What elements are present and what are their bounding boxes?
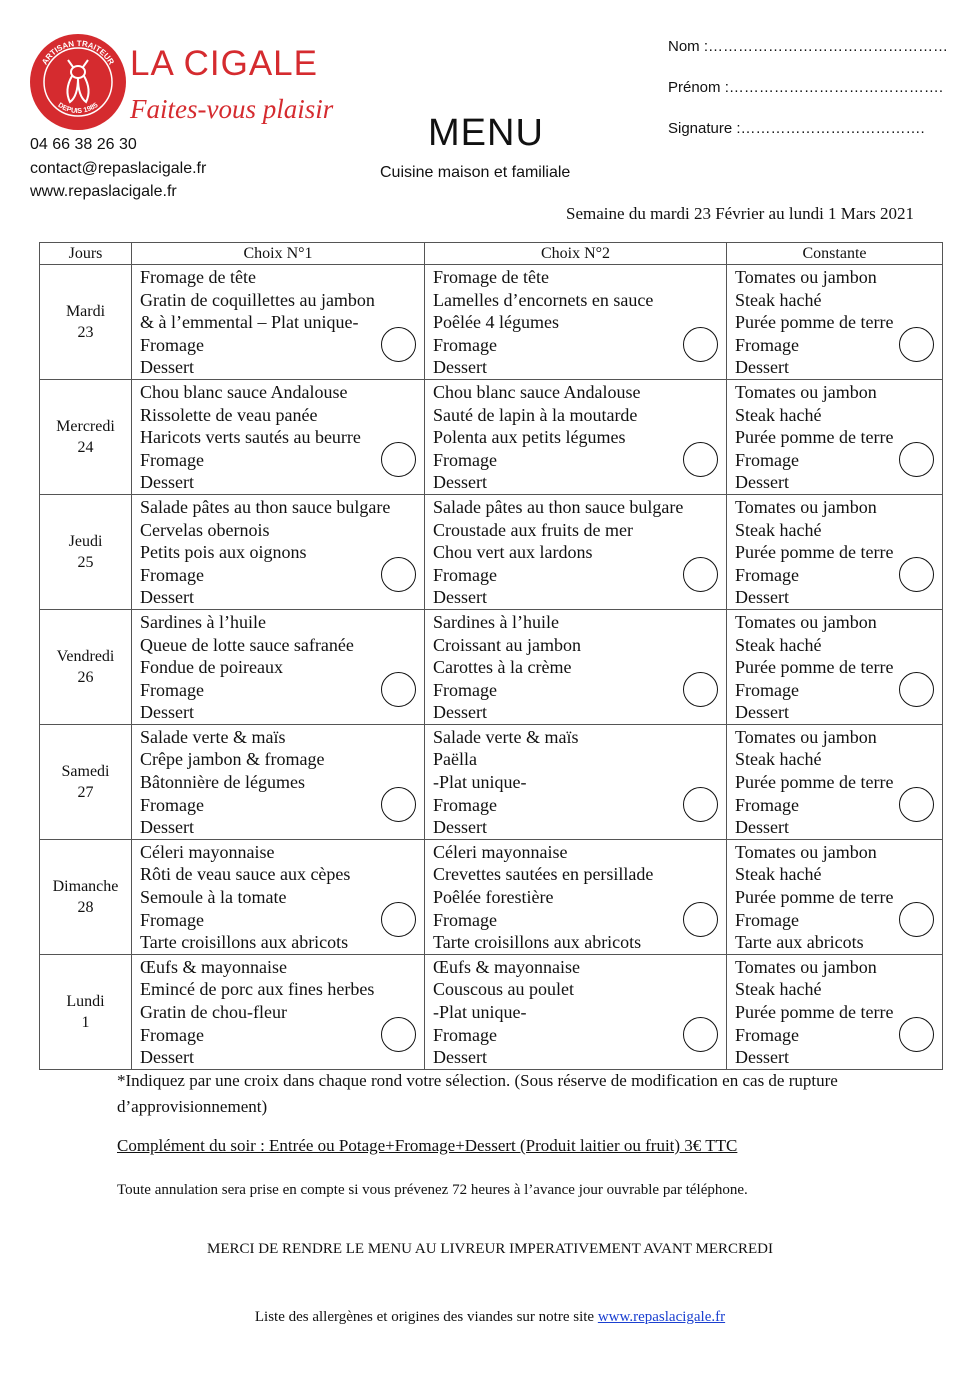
choice-1-cell bbox=[132, 265, 425, 380]
week-range: Semaine du mardi 23 Février au lundi 1 Mars 2021 bbox=[566, 204, 914, 223]
header-constante: Constante bbox=[727, 243, 943, 265]
menu-item: Fromage de tête bbox=[140, 267, 256, 287]
menu-item: Queue de lotte sauce safranée bbox=[140, 634, 354, 655]
day-cell bbox=[40, 494, 132, 609]
menu-item: Fromage bbox=[140, 1024, 204, 1045]
menu-item: Tomates ou jambon bbox=[735, 726, 877, 747]
menu-item: Fromage bbox=[735, 449, 799, 470]
menu-item: Steak haché bbox=[735, 979, 822, 1000]
selection-circle[interactable] bbox=[899, 442, 934, 477]
selection-circle[interactable] bbox=[683, 1017, 718, 1052]
footer-text: Liste des allergènes et origines des viandes sur notre site bbox=[254, 1309, 598, 1325]
menu-item: Céleri mayonnaise bbox=[140, 841, 275, 862]
selection-circle[interactable] bbox=[683, 672, 718, 707]
choice-3-cell bbox=[727, 724, 943, 839]
menu-item: Salade pâtes au thon sauce bulgare bbox=[140, 496, 391, 517]
menu-item: Fromage bbox=[433, 1024, 497, 1045]
choice-1-cell bbox=[132, 379, 425, 494]
menu-item: Fromage bbox=[140, 334, 204, 355]
menu-item: Poêlée forestière bbox=[433, 887, 554, 908]
menu-item: Dessert bbox=[140, 702, 194, 723]
menu-item: Tomates ou jambon bbox=[735, 496, 877, 517]
menu-item: -Plat unique- bbox=[433, 1002, 527, 1022]
menu-item: Fromage bbox=[433, 449, 497, 470]
menu-item: Sauté de lapin à la moutarde bbox=[433, 404, 638, 425]
menu-item: Tarte aux abricots bbox=[735, 932, 864, 953]
day-name: Samedi bbox=[61, 762, 110, 780]
menu-item: Sardines à l’huile bbox=[140, 611, 266, 632]
choice-2-cell bbox=[425, 494, 727, 609]
menu-item: Fromage bbox=[433, 909, 497, 930]
nom-field[interactable]: Nom :………………………………………… bbox=[668, 38, 949, 55]
table-header-row bbox=[40, 243, 943, 265]
menu-item: -Plat unique- bbox=[433, 772, 527, 793]
day-name: Vendredi bbox=[56, 647, 115, 665]
menu-item: Dessert bbox=[433, 472, 487, 493]
selection-circle[interactable] bbox=[381, 557, 416, 592]
menu-item: Gratin de chou-fleur bbox=[140, 1002, 287, 1022]
menu-item: Fromage bbox=[735, 794, 799, 815]
prenom-field[interactable]: Prénom :……………………………………. bbox=[668, 79, 944, 96]
menu-item: Fromage bbox=[735, 564, 799, 585]
menu-item: Croustade aux fruits de mer bbox=[433, 519, 633, 540]
menu-item: Fromage bbox=[735, 334, 799, 355]
menu-item: Emincé de porc aux fines herbes bbox=[140, 979, 375, 1000]
menu-item: Purée pomme de terre bbox=[735, 772, 894, 793]
day-cell bbox=[40, 265, 132, 380]
choice-3-cell bbox=[727, 839, 943, 954]
la-cigale-logo bbox=[28, 32, 128, 132]
menu-item: Sardines à l’huile bbox=[433, 611, 559, 632]
day-date: 26 bbox=[77, 668, 94, 686]
day-name: Mardi bbox=[65, 302, 106, 320]
menu-item: & à l’emmental – Plat unique- bbox=[140, 312, 359, 333]
choice-1-cell bbox=[132, 724, 425, 839]
menu-item: Céleri mayonnaise bbox=[433, 841, 568, 862]
selection-circle[interactable] bbox=[381, 787, 416, 822]
menu-item: Bâtonnière de légumes bbox=[140, 772, 305, 793]
brand-name: LA CIGALE bbox=[130, 44, 318, 83]
menu-item: Fromage bbox=[433, 564, 497, 585]
menu-item: Chou blanc sauce Andalouse bbox=[140, 381, 348, 402]
menu-item: Purée pomme de terre bbox=[735, 312, 894, 333]
footer-link[interactable]: www.repaslacigale.fr bbox=[597, 1309, 726, 1325]
menu-item: Fromage bbox=[735, 1024, 799, 1045]
menu-item: Tomates ou jambon bbox=[735, 381, 877, 402]
selection-circle[interactable] bbox=[683, 442, 718, 477]
menu-item: Dessert bbox=[433, 587, 487, 608]
selection-circle[interactable] bbox=[899, 1017, 934, 1052]
menu-item: Dessert bbox=[735, 587, 789, 608]
brand-tagline: Faites-vous plaisir bbox=[130, 94, 334, 124]
menu-item: Dessert bbox=[140, 472, 194, 493]
website-address: www.repaslacigale.fr bbox=[30, 183, 177, 200]
menu-item: Fondue de poireaux bbox=[140, 657, 283, 678]
choice-2-cell bbox=[425, 839, 727, 954]
menu-item: Rôti de veau sauce aux cèpes bbox=[140, 864, 351, 885]
day-date: 1 bbox=[81, 1013, 90, 1031]
menu-item: Fromage bbox=[433, 794, 497, 815]
menu-item: Dessert bbox=[140, 357, 194, 378]
menu-item: Purée pomme de terre bbox=[735, 1002, 894, 1022]
menu-item: Gratin de coquillettes au jambon bbox=[140, 289, 375, 310]
menu-item: Tomates ou jambon bbox=[735, 267, 877, 287]
table-row bbox=[40, 265, 943, 380]
menu-item: Dessert bbox=[735, 472, 789, 493]
choice-1-cell bbox=[132, 954, 425, 1069]
day-date: 25 bbox=[77, 553, 94, 571]
choice-2-cell bbox=[425, 724, 727, 839]
menu-item: Fromage bbox=[735, 679, 799, 700]
day-date: 27 bbox=[77, 783, 94, 801]
choice-3-cell bbox=[727, 379, 943, 494]
table-row bbox=[40, 724, 943, 839]
menu-item: Fromage bbox=[433, 334, 497, 355]
selection-circle[interactable] bbox=[381, 902, 416, 937]
page-title: MENU bbox=[428, 112, 544, 154]
choice-2-cell bbox=[425, 609, 727, 724]
menu-item: Poêlée 4 légumes bbox=[433, 312, 559, 333]
menu-item: Purée pomme de terre bbox=[735, 542, 894, 563]
menu-item: Crêpe jambon & fromage bbox=[140, 749, 325, 770]
menu-item: Dessert bbox=[140, 1047, 194, 1068]
selection-circle[interactable] bbox=[899, 902, 934, 937]
choice-2-cell bbox=[425, 954, 727, 1069]
menu-item: Haricots verts sautés au beurre bbox=[140, 427, 361, 448]
day-name: Lundi bbox=[66, 992, 105, 1010]
menu-item: Lamelles d’encornets en sauce bbox=[433, 289, 654, 310]
menu-item: Cervelas obernois bbox=[140, 519, 270, 540]
table-row bbox=[40, 379, 943, 494]
day-cell bbox=[40, 954, 132, 1069]
menu-item: Steak haché bbox=[735, 519, 822, 540]
selection-circle[interactable] bbox=[683, 557, 718, 592]
menu-item: Polenta aux petits légumes bbox=[433, 427, 626, 448]
day-date: 24 bbox=[77, 438, 94, 456]
selection-note: *Indiquez par une croix dans chaque rond votre sélection. (Sous réserve de modification en cas de rupture d’approvisionnement) bbox=[117, 1071, 838, 1116]
footer-note bbox=[0, 1309, 980, 1326]
header-choix-1: Choix N°1 bbox=[132, 243, 425, 265]
menu-item: Œufs & mayonnaise bbox=[433, 956, 580, 977]
menu-item: Tarte croisillons aux abricots bbox=[140, 932, 349, 953]
menu-table bbox=[39, 242, 943, 1070]
menu-item: Chou blanc sauce Andalouse bbox=[433, 381, 641, 402]
menu-item: Paëlla bbox=[433, 749, 477, 770]
signature-field[interactable]: Signature :………………………………. bbox=[668, 120, 925, 137]
selection-circle[interactable] bbox=[899, 672, 934, 707]
menu-item: Crevettes sautées en persillade bbox=[433, 864, 654, 885]
menu-item: Œufs & mayonnaise bbox=[140, 956, 287, 977]
menu-item: Dessert bbox=[140, 817, 194, 838]
menu-item: Dessert bbox=[433, 357, 487, 378]
menu-item: Steak haché bbox=[735, 749, 822, 770]
return-instruction: MERCI DE RENDRE LE MENU AU LIVREUR IMPERATIVEMENT AVANT MERCREDI bbox=[207, 1241, 773, 1257]
selection-circle[interactable] bbox=[899, 557, 934, 592]
day-cell bbox=[40, 609, 132, 724]
menu-item: Fromage de tête bbox=[433, 267, 549, 287]
logo-ring-bottom-text: DEPUIS 1985 bbox=[56, 101, 100, 116]
menu-item: Tarte croisillons aux abricots bbox=[433, 932, 642, 953]
choice-1-cell bbox=[132, 494, 425, 609]
selection-circle[interactable] bbox=[683, 327, 718, 362]
logo-ring-top-text: ARTISAN TRAITEUR bbox=[40, 38, 116, 67]
menu-item: Salade verte & maïs bbox=[433, 726, 579, 747]
menu-item: Purée pomme de terre bbox=[735, 887, 894, 908]
choice-2-cell bbox=[425, 265, 727, 380]
menu-item: Steak haché bbox=[735, 289, 822, 310]
day-name: Mercredi bbox=[56, 417, 115, 435]
menu-item: Fromage bbox=[140, 449, 204, 470]
menu-item: Fromage bbox=[140, 679, 204, 700]
menu-item: Dessert bbox=[735, 357, 789, 378]
menu-item: Dessert bbox=[140, 587, 194, 608]
menu-item: Steak haché bbox=[735, 404, 822, 425]
menu-item: Semoule à la tomate bbox=[140, 887, 287, 908]
phone-number: 04 66 38 26 30 bbox=[30, 136, 137, 153]
menu-item: Tomates ou jambon bbox=[735, 956, 877, 977]
menu-item: Salade verte & maïs bbox=[140, 726, 286, 747]
menu-item: Dessert bbox=[735, 817, 789, 838]
menu-item: Dessert bbox=[433, 702, 487, 723]
choice-1-cell bbox=[132, 609, 425, 724]
menu-item: Dessert bbox=[433, 817, 487, 838]
choice-1-cell bbox=[132, 839, 425, 954]
selection-circle[interactable] bbox=[381, 1017, 416, 1052]
header-choix-2: Choix N°2 bbox=[425, 243, 727, 265]
day-name: Jeudi bbox=[68, 532, 103, 550]
menu-item: Chou vert aux lardons bbox=[433, 542, 593, 563]
table-row bbox=[40, 954, 943, 1069]
choice-3-cell bbox=[727, 494, 943, 609]
menu-item: Tomates ou jambon bbox=[735, 611, 877, 632]
menu-item: Salade pâtes au thon sauce bulgare bbox=[433, 496, 684, 517]
menu-item: Fromage bbox=[140, 564, 204, 585]
selection-circle[interactable] bbox=[899, 787, 934, 822]
selection-circle[interactable] bbox=[683, 787, 718, 822]
menu-item: Dessert bbox=[433, 1047, 487, 1068]
page-subtitle: Cuisine maison et familiale bbox=[380, 164, 571, 181]
selection-circle[interactable] bbox=[381, 442, 416, 477]
selection-circle[interactable] bbox=[381, 327, 416, 362]
email-address: contact@repaslacigale.fr bbox=[30, 160, 207, 177]
menu-item: Croissant au jambon bbox=[433, 634, 581, 655]
menu-item: Steak haché bbox=[735, 634, 822, 655]
evening-supplement: Complément du soir : Entrée ou Potage+Fromage+Dessert (Produit laitier ou fruit) 3€ TTC bbox=[117, 1136, 738, 1155]
choice-3-cell bbox=[727, 265, 943, 380]
day-cell bbox=[40, 839, 132, 954]
choice-3-cell bbox=[727, 954, 943, 1069]
table-row bbox=[40, 609, 943, 724]
menu-item: Couscous au poulet bbox=[433, 979, 574, 1000]
day-name: Dimanche bbox=[52, 877, 119, 895]
menu-item: Carottes à la crème bbox=[433, 657, 572, 678]
menu-item: Petits pois aux oignons bbox=[140, 542, 307, 563]
cancellation-note: Toute annulation sera prise en compte si vous prévenez 72 heures à l’avance jour ouvrable par téléphone. bbox=[117, 1182, 748, 1198]
table-row bbox=[40, 494, 943, 609]
menu-item: Fromage bbox=[140, 909, 204, 930]
day-cell bbox=[40, 379, 132, 494]
menu-item: Fromage bbox=[433, 679, 497, 700]
selection-circle[interactable] bbox=[683, 902, 718, 937]
day-cell bbox=[40, 724, 132, 839]
menu-item: Tomates ou jambon bbox=[735, 841, 877, 862]
choice-2-cell bbox=[425, 379, 727, 494]
menu-item: Purée pomme de terre bbox=[735, 657, 894, 678]
menu-item: Rissolette de veau panée bbox=[140, 404, 318, 425]
selection-circle[interactable] bbox=[899, 327, 934, 362]
day-date: 23 bbox=[77, 323, 94, 341]
selection-circle[interactable] bbox=[381, 672, 416, 707]
choice-3-cell bbox=[727, 609, 943, 724]
header-jours: Jours bbox=[40, 243, 132, 265]
day-date: 28 bbox=[77, 898, 94, 916]
menu-item: Fromage bbox=[140, 794, 204, 815]
menu-item: Purée pomme de terre bbox=[735, 427, 894, 448]
table-row bbox=[40, 839, 943, 954]
menu-item: Steak haché bbox=[735, 864, 822, 885]
menu-item: Fromage bbox=[735, 909, 799, 930]
menu-item: Dessert bbox=[735, 1047, 789, 1068]
menu-item: Dessert bbox=[735, 702, 789, 723]
